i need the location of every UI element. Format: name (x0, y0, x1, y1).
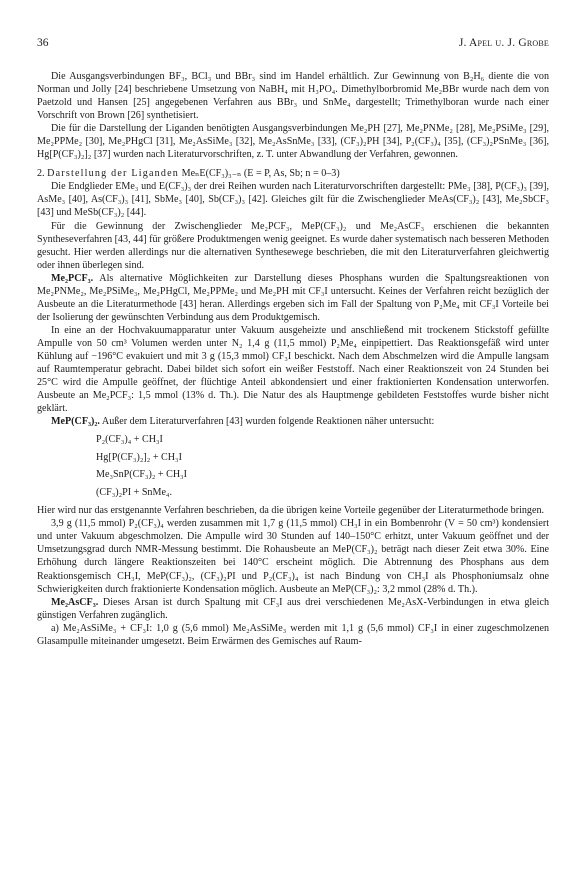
paragraph-end-members: Die Endglieder EMe₃ und E(CF₃)₃ der drei Reihen wurden nach Literaturvorschriften dargestellt: PMe₃ [38], P(CF₃)₃ [39], AsMe₃ [40], As(CF₃)₃ [41], SbMe₃ [40], Sb(CF₃)₃ [42]. Gleiches gilt für die Zwischenglieder MeAs(CF₃)₂ [43], Me₂SbCF₃ [43] und MeSb(CF₃)₂ [44]. (37, 181, 549, 219)
paragraph-ligand-starting-materials: Die für die Darstellung der Liganden benötigten Ausgangsverbindungen Me₂PH [27], Me₂PNMe₂ [28], Me₂PSiMe₃ [29], Me₂PPMe₂ [30], Me₂PHgCl [31], Me₂AsSiMe₃ [32], Me₂AsSnMe₃ [33], (CF₃)₂PH [34], P₂(CF₃)₄ [35], (CF₃)₂PSnMe₃ [36], Hg[P(CF₃)₂]₂ [37] wurden nach Literaturvorschriften, z. T. unter Abwandlung der Verfahren, gewonnen. (37, 123, 549, 161)
section-formula: MeₙE(CF₃)₃₋ₙ (E = P, As, Sb; n = 0–3) (181, 168, 340, 180)
paragraph-mepcf32-text: Außer dem Literaturverfahren [43] wurden folgende Reaktionen näher untersucht: (99, 416, 435, 428)
compound-heading-mepcf32: MeP(CF₃)₂. (51, 416, 100, 428)
section-heading (37, 167, 549, 180)
paragraph-mepcf32-procedure: 3,9 g (11,5 mmol) P₂(CF₃)₄ werden zusammen mit 1,7 g (11,5 mmol) CH₃I in ein Bombenrohr (V = 50 cm³) kondensiert und unter Vakuum abgeschmolzen. Die Ampulle wird 30 Stunden auf 140–150°C erhitzt, unter Vakuum geöffnet und der Umsetzungsgrad durch NMR-Messung bestimmt. Die Rohausbeute an MeP(CF₃)₂ beträgt nach dieser Zeit etwa 30%. Eine Erhöhung durch längere Reaktionszeiten bei 140°C erscheint möglich. Die Abtrennung des Phosphans aus dem Reaktionsgemisch CH₃I, MeP(CF₃)₂, (CF₃)₂PI und P₂(CF₃)₄ ist nach Bindung von CH₃I als Phosphoniumsalz ohne Schwierigkeiten durch fraktionierte Kondensation möglich. Ausbeute an MeP(CF₃)₂: 3,2 mmol (28% d. Th.). (37, 518, 549, 595)
reaction-item: (CF₃)₂PI + SnMe₄. (96, 486, 172, 498)
reaction-item: Me₃SnP(CF₃)₂ + CH₃I (96, 469, 187, 481)
section-number: 2. (37, 168, 45, 180)
paragraph-me2pcf3-procedure: In eine an der Hochvakuumapparatur unter Vakuum ausgeheizte und anschließend mit trockenem Stickstoff gefüllte Ampulle von 50 cm³ Volumen werden unter N₂ 1,4 g (11,5 mmol) P₂Me₄ einpipettiert. Das Reaktionsgefäß wird unter Kühlung auf −196°C evakuiert und mit 3 g (15,3 mmol) CF₃I beschickt. Nach dem Abschmelzen wird die Ampulle langsam auf Raumtemperatur gebracht. Dabei bildet sich sofort ein weißer Feststoff. Nach einer Reaktionszeit von 24 Stunden bei 25°C wird die Ampulle geöffnet, der flüchtige Anteil abkondensiert und einer fraktionierten Kondensation unterworfen. Ausbeute an Me₂PCF₃: 1,5 mmol (13% d. Th.). Die Natur des als Hauptmenge gebildeten Feststoffes wurde bisher nicht geklärt. (37, 324, 549, 415)
page-number: 36 (37, 37, 49, 49)
running-head-authors: J. Apel u. J. Grobe (458, 37, 549, 49)
section-title: Darstellung der Liganden (47, 168, 180, 180)
paragraph-me2pcf3 (37, 272, 549, 324)
paragraph-mepcf32 (37, 415, 549, 428)
running-head (37, 36, 549, 50)
compound-heading-me2ascf3: Me₂AsCF₃. (51, 596, 99, 608)
paragraph-intermediates: Für die Gewinnung der Zwischenglieder Me₂PCF₃, MeP(CF₃)₂ und Me₂AsCF₃ erschienen die bekannten Syntheseverfahren [43, 44] für größere Produktmengen wenig geeignet. Es wurde daher systematisch nach besseren Methoden gesucht. Hier werden allerdings nur die alternativen Synthesewege beschrieben, die mit den Literaturverfahren gleichwertig oder ihnen überlegen sind. (37, 220, 549, 271)
compound-heading-me2pcf3: Me₂PCF₃. (51, 272, 94, 284)
paragraph-me2ascf3 (37, 596, 549, 622)
paragraph-me2ascf3-text: Dieses Arsan ist durch Spaltung mit CF₃I aus drei verschiedenen Me₂AsX-Verbindungen in etwa gleich günstigen Verfahren zugänglich. (37, 596, 549, 621)
reaction-list (96, 431, 549, 501)
paragraph-method-note: Hier wird nur das erstgenannte Verfahren beschrieben, da die übrigen keine Vorteile gegenüber der Literaturmethode bringen. (37, 505, 545, 517)
reaction-item: P₂(CF₃)₄ + CH₃I (96, 434, 163, 446)
paragraph-method-a: a) Me₂AsSiMe₃ + CF₃I: 1,0 g (5,6 mmol) Me₂AsSiMe₃ werden mit 1,1 g (5,6 mmol) CF₃I in einer zugeschmolzenen Glasampulle miteinander umgesetzt. Beim Erwärmen des Gemisches auf Raum- (37, 622, 549, 647)
reaction-item: Hg[P(CF₃)₂]₂ + CH₃I (96, 451, 182, 463)
paragraph-me2pcf3-text: Als alternative Möglichkeiten zur Darstellung dieses Phosphans wurden die Spaltungsreaktionen von Me₂PNMe₂, Me₂PSiMe₃, Me₂PHgCl, Me₂PPMe₂ und Me₂PH mit CF₃I untersucht. Keines der Verfahren reicht bezüglich der Ausbeute an die Literaturmethode [43] heran. Allerdings ergeben sich im Fall der Spaltung von P₂Me₄ mit CF₃I Vorteile bei der Isolierung der gewünschten Verbindung aus dem Produktgemisch. (37, 272, 549, 323)
paragraph-boron-starting-materials: Die Ausgangsverbindungen BF₃, BCl₃ und BBr₃ sind im Handel erhältlich. Zur Gewinnung von B₂H₆ diente die von Norman und Jolly [24] beschriebene Umsetzung von NaBH₄ mit H₃PO₄. Dimethylborbromid Me₂BBr wurde nach dem von Paetzold und Hansen [25] angegebenen Verfahren aus BBr₃ und SnMe₄ dargestellt; Trimethylboran wurde nach einer Vorschrift von Brown [26] synthetisiert. (37, 71, 549, 122)
